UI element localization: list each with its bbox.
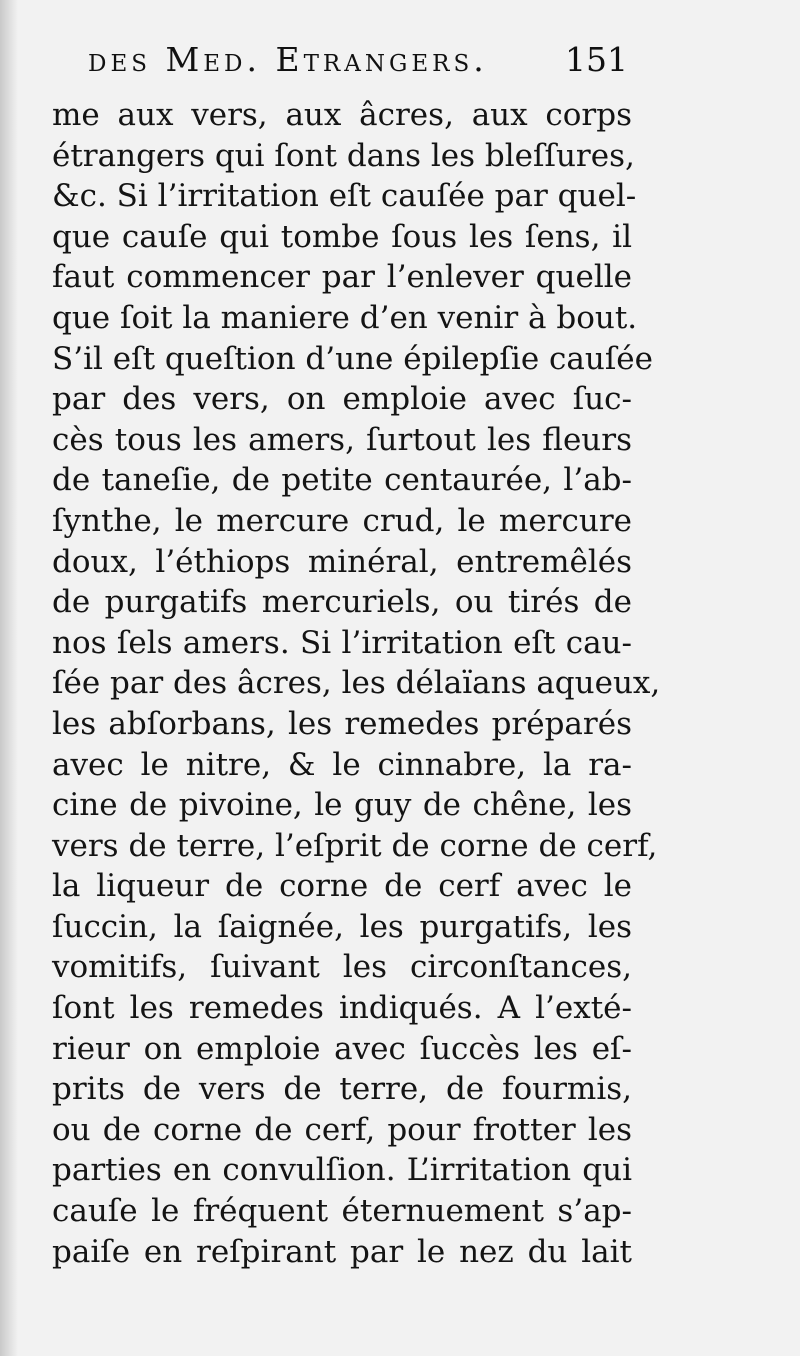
text-line: S’il eſt queſtion d’une épilepſie cauſée bbox=[52, 340, 653, 377]
text-line: étrangers qui ſont dans les bleſſures, bbox=[52, 137, 635, 174]
text-line: avec le nitre, & le cinnabre, la ra- bbox=[52, 746, 632, 783]
text-line: faut commencer par l’enlever quelle bbox=[52, 259, 632, 296]
running-head bbox=[88, 40, 628, 90]
text-line: ſée par des âcres, les délaïans aqueux, bbox=[52, 665, 661, 702]
text-line: doux, l’éthiops minéral, entremêlés bbox=[52, 543, 632, 580]
text-line: vers de terre, l’eſprit de corne de cerf, bbox=[52, 827, 658, 864]
text-line: que ſoit la maniere d’en venir à bout. bbox=[52, 299, 638, 336]
text-line: de purgatifs mercuriels, ou tirés de bbox=[52, 584, 632, 621]
text-line: paiſe en reſpirant par le nez du lait bbox=[52, 1233, 632, 1270]
text-line: cauſe le fréquent éternuement s’ap- bbox=[52, 1193, 632, 1230]
text-line: &c. Si l’irritation eſt cauſée par quel- bbox=[52, 178, 637, 215]
running-head-title: des Med. Etrangers. bbox=[88, 40, 488, 79]
text-line: par des vers, on emploie avec ſuc- bbox=[52, 381, 632, 418]
text-line: prits de vers de terre, de fourmis, bbox=[52, 1071, 632, 1108]
binding-shadow bbox=[0, 0, 18, 1356]
page-number: 151 bbox=[565, 40, 628, 79]
text-line: de taneſie, de petite centaurée, l’ab- bbox=[52, 462, 632, 499]
text-line: les abſorbans, les remedes préparés bbox=[52, 705, 632, 742]
text-line: nos ſels amers. Si l’irritation eſt cau- bbox=[52, 624, 632, 661]
text-line: ſuccin, la ſaignée, les purgatifs, les bbox=[52, 908, 632, 945]
text-line: vomitifs, ſuivant les circonſtances, bbox=[52, 949, 632, 986]
text-line: parties en convulſion. L’irritation qui bbox=[52, 1152, 632, 1189]
text-line: cine de pivoine, le guy de chêne, les bbox=[52, 787, 632, 824]
text-line: ſont les remedes indiqués. A l’exté- bbox=[52, 990, 632, 1027]
text-line: ſynthe, le mercure crud, le mercure bbox=[52, 502, 632, 539]
text-line: cès tous les amers, ſurtout les fleurs bbox=[52, 421, 632, 458]
body-text bbox=[52, 95, 661, 1272]
text-line: me aux vers, aux âcres, aux corps bbox=[52, 97, 632, 133]
text-line: que cauſe qui tombe ſous les ſens, il bbox=[52, 218, 632, 255]
text-line: ou de corne de cerf, pour frotter les bbox=[52, 1111, 632, 1148]
text-line: la liqueur de corne de cerf avec le bbox=[52, 868, 632, 905]
text-line: rieur on emploie avec ſuccès les eſ- bbox=[52, 1030, 632, 1067]
